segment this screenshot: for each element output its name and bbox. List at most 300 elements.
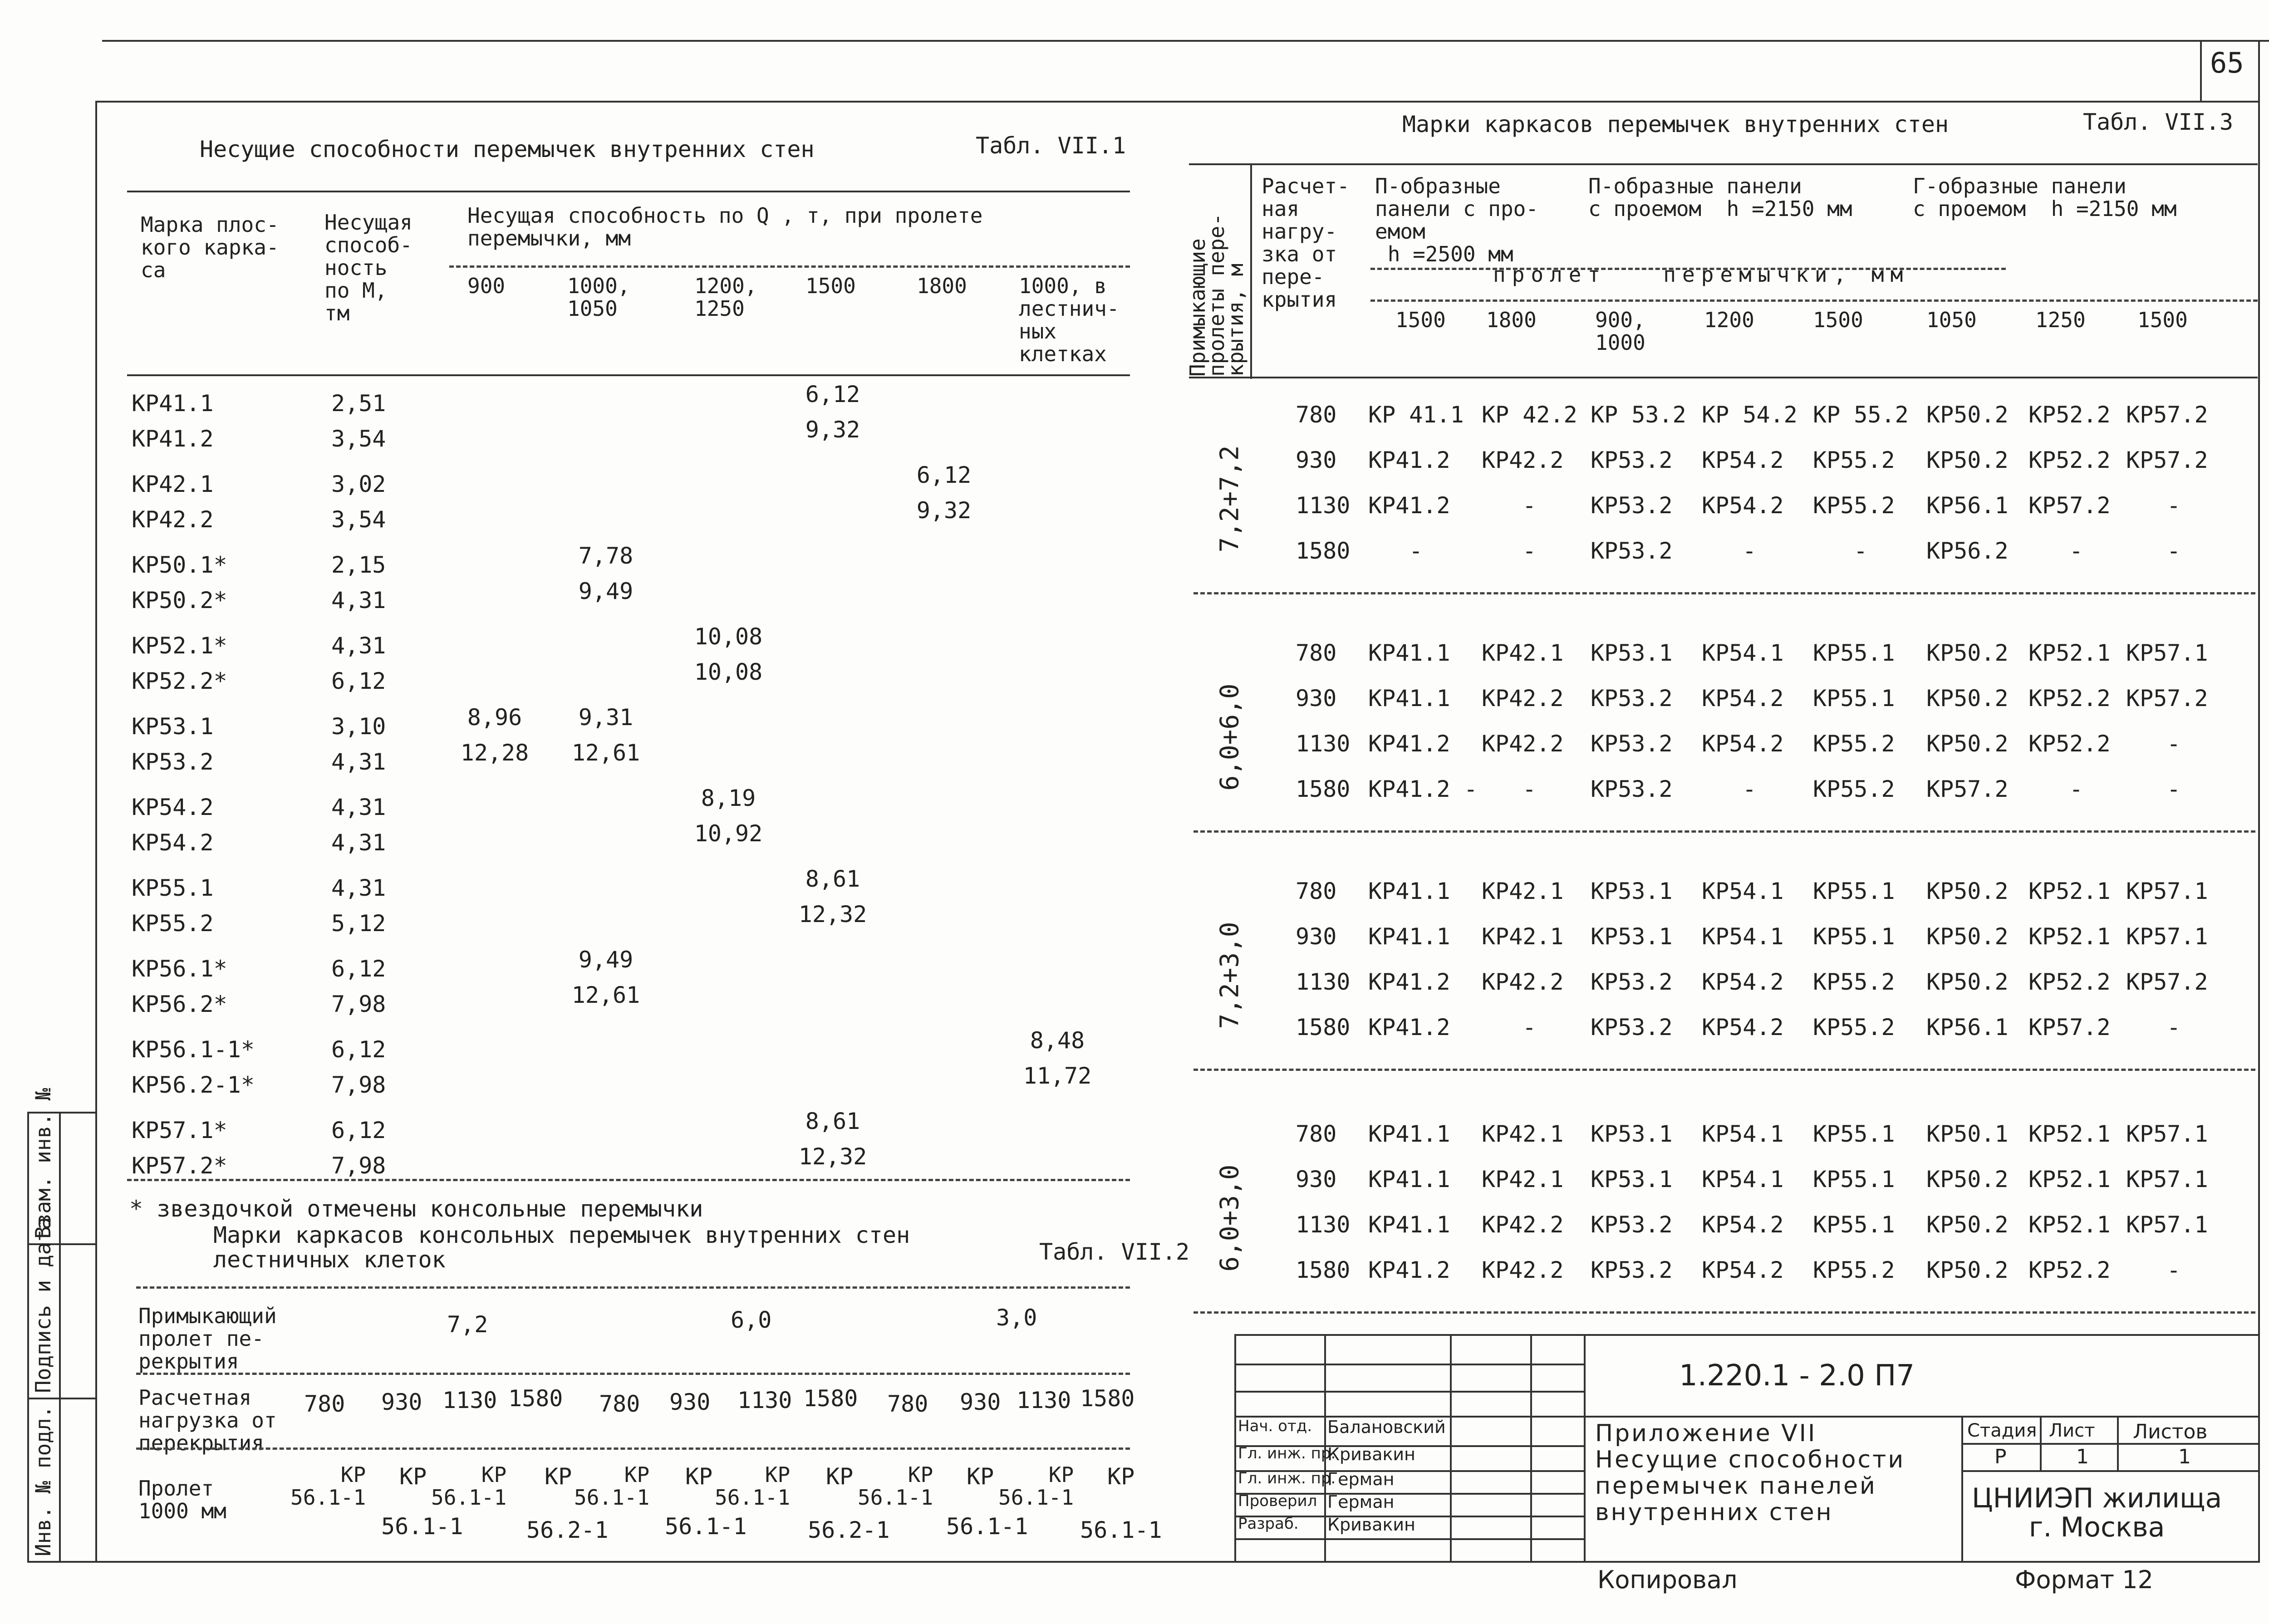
table2-caption: Марки каркасов консольных перемычек внутренних стен лестничных клеток [213,1222,910,1273]
table3-cell: КР52.1 [2028,1212,2111,1238]
table3-cell: КР41.2 [1368,1257,1450,1283]
table3-cell: - [1409,538,1423,564]
table3-cell: КР42.1 [1482,923,1564,950]
table1-label: Табл. VII.1 [976,132,1126,159]
stamp-sheets-header: Листов [2133,1420,2208,1443]
table3-cell: - [2167,492,2181,519]
table3-head-g3: Г-образные панели с проемом h =2150 мм [1913,174,2177,221]
table3-cell: КР50.1 [1926,1121,2009,1147]
table3-cell: КР56.2 [1926,538,2009,564]
table2-load: 780 [887,1391,928,1417]
table3-cell: КР53.2 [1591,731,1673,757]
table3-row-load: 1130 [1296,731,1351,757]
table3-span-head: 1500 [1395,308,1446,332]
table3-cell: КР41.2 [1368,492,1450,519]
table3-cell: КР55.2 [1813,731,1895,757]
table1-span-3: 1500 [805,274,856,298]
table3-head-sub: пролет перемычки, мм [1493,262,1910,287]
table3-cell: КР55.1 [1813,878,1895,904]
stamp-stage: Р [1994,1445,2007,1468]
table3-cell: КР53.1 [1591,923,1673,950]
table3-cell: КР57.1 [2126,640,2208,666]
table3-cell: КР53.1 [1591,1121,1673,1147]
table3-cell: КР54.2 [1702,447,1784,473]
table2-mark-bottom: 56.2-1 [526,1517,609,1543]
top-border-line [102,40,2269,42]
table1-span-0: 900 [467,274,506,298]
table3-cell: - [1522,1014,1537,1040]
table3-cell: КР50.2 [1926,878,2009,904]
table3-cell: КР53.2 [1591,492,1673,519]
table1-row-value: 8,61 [805,1108,860,1134]
table3-cell: КР55.1 [1813,1212,1895,1238]
table3-cell: - [1854,538,1868,564]
table3-cell: КР57.2 [2028,1014,2111,1040]
table3-group-separator [1193,1311,2255,1314]
table3-caption: Марки каркасов перемычек внутренних стен [1402,111,1949,137]
table1-row-moment: 5,12 [331,910,386,937]
table3-cell: КР52.1 [2028,640,2111,666]
table3-cell: КР53.2 [1591,969,1673,995]
table3-cell: КР55.1 [1813,685,1895,711]
table3-cell: КР57.1 [2126,1212,2208,1238]
table3-cell: КР42.2 [1482,1257,1564,1283]
table2-span-1: 6,0 [731,1307,772,1333]
table3-cell: КР55.1 [1813,1121,1895,1147]
table3-row-load: 780 [1296,402,1337,428]
table1-row-moment: 4,31 [331,875,386,901]
table1-span-1: 1000, 1050 [567,274,630,321]
table3-cell: КР54.2 [1702,685,1784,711]
table1-row-value: 10,08 [694,659,763,685]
table3-cell: КР52.1 [2028,923,2111,950]
table1-row-moment: 4,31 [331,749,386,775]
table3-group-span: 6,0+3,0 [1215,1164,1245,1272]
table3-cell: - [2167,1257,2181,1283]
table3-cell: - [1522,538,1537,564]
table3-cell: КР55.2 [1813,969,1895,995]
table3-cell: КР53.2 [1591,685,1673,711]
table1-note: * звездочкой отмечены консольные перемычки [129,1196,703,1222]
table2-mark-bottom: 56.1-1 [381,1513,463,1540]
table3-cell: КР57.2 [1926,776,2009,802]
table1-row-value: 8,96 [467,704,522,731]
table1-row-moment: 4,31 [331,587,386,613]
table2-mark-top: КР 56.1-1 [998,1462,1074,1510]
table3-cell: КР54.2 [1702,492,1784,519]
table3-row-load: 780 [1296,1121,1337,1147]
table2-mark-top: КР 56.1-1 [574,1462,650,1510]
table3-cell: КР52.2 [2028,731,2111,757]
table3-cell: КР56.1 [1926,492,2009,519]
table3-span-head: 1250 [2035,308,2086,332]
table3-group-separator [1193,830,2255,833]
table3-cell: КР57.2 [2126,969,2208,995]
table3-cell: КР42.1 [1482,1166,1564,1192]
strip-vzam-inv: Взам. инв. № [31,1088,55,1239]
table1-row-value: 6,12 [916,462,972,488]
table3-cell: КР57.1 [2126,923,2208,950]
table3-cell: КР52.2 [2028,402,2111,428]
frame-left [95,101,97,1563]
table1-row-value: 7,78 [578,543,634,569]
table2-kr-prefix: КР [545,1463,572,1490]
table2-load: 930 [960,1389,1001,1415]
stamp-copied: Копировал [1597,1565,1738,1594]
table3-cell: КР50.2 [1926,447,2009,473]
table2-load: 930 [669,1389,711,1415]
sheet-number: 65 [2210,46,2244,79]
table1-row-value: 6,12 [805,381,860,407]
stamp-name: Кривакин [1327,1444,1415,1464]
table3-cell: КР41.2 - [1368,776,1478,802]
table3-cell: КР57.2 [2126,402,2208,428]
table2-mark-top: КР 56.1-1 [715,1462,791,1510]
table3-cell: КР53.2 [1591,538,1673,564]
table1-row-mark: КР56.2-1* [132,1072,255,1098]
table3-cell: - [2167,731,2181,757]
table1-row-value: 12,28 [460,740,529,766]
table3-cell: КР54.1 [1702,640,1784,666]
table3-cell: КР50.2 [1926,1166,2009,1192]
stamp-sheets: 1 [2178,1445,2191,1468]
stamp-format: Формат 12 [2015,1565,2153,1594]
table1-row-value: 11,72 [1023,1063,1092,1089]
table3-cell: КР52.2 [2028,969,2111,995]
table1-row-moment: 6,12 [331,668,386,694]
table3-row-load: 780 [1296,878,1337,904]
table3-cell: КР53.1 [1591,640,1673,666]
frame-top [95,101,2260,103]
table2-load: 1130 [1017,1387,1071,1413]
table1-span-2: 1200, 1250 [694,274,757,321]
table3-row-load: 1130 [1296,1212,1351,1238]
table2-load: 930 [381,1389,422,1415]
table1-row-value: 9,49 [578,578,634,604]
table2-load: 1130 [442,1387,497,1413]
table3-cell: КР57.1 [2126,1121,2208,1147]
table3-row-load: 1580 [1296,1014,1351,1040]
table3-cell: КР41.1 [1368,1166,1450,1192]
table3-cell: КР54.2 [1702,731,1784,757]
table3-cell: - [2167,1014,2181,1040]
table3-cell: КР54.1 [1702,878,1784,904]
table3-group-separator [1193,592,2255,594]
table2-span-0: 7,2 [447,1311,488,1338]
table3-cell: КР42.2 [1482,731,1564,757]
table3-label: Табл. VII.3 [2083,109,2234,135]
table1-row-moment: 7,98 [331,1072,386,1098]
table1-row-mark: КР56.2* [132,991,227,1017]
table1-row-moment: 4,31 [331,794,386,820]
table3-cell: - [1522,776,1537,802]
table3-cell: КР55.2 [1813,447,1895,473]
table3-head-g2: П-образные панели с проемом h =2150 мм [1588,174,1852,221]
table1-row-mark: КР52.2* [132,668,227,694]
table3-cell: КР42.2 [1482,1212,1564,1238]
table3-cell: - [2069,538,2083,564]
table3-span-head: 1500 [2137,308,2188,332]
stamp-stage-header: Стадия [1967,1420,2037,1441]
table3-cell: КР54.1 [1702,1121,1784,1147]
table3-cell: КР53.2 [1591,447,1673,473]
table3-cell: КР54.2 [1702,1257,1784,1283]
table3-cell: КР41.2 [1368,969,1450,995]
table3-cell: КР50.2 [1926,640,2009,666]
table3-cell: КР57.1 [2126,878,2208,904]
table3-cell: КР41.2 [1368,447,1450,473]
table3-cell: КР42.1 [1482,640,1564,666]
stamp-role: Гл. инж. пр. [1238,1444,1336,1462]
table1-row-mark: КР55.2 [132,910,214,937]
table3-head-g1: П-образные панели с про- емом h =2500 мм [1375,174,1539,266]
table3-cell: КР53.2 [1591,1257,1673,1283]
table1-span-4: 1800 [917,274,967,298]
table1-row-mark: КР56.1-1* [132,1036,255,1063]
table3-span-head: 1800 [1486,308,1537,332]
strip-inv-podl: Инв. № подл. [31,1405,55,1556]
table2-load: 780 [304,1391,345,1417]
table1-row-value: 9,31 [578,704,634,731]
table1-row-mark: КР57.1* [132,1117,227,1143]
table2-kr-prefix: КР [685,1463,713,1490]
table1-row-value: 10,08 [694,623,763,650]
table3-cell: КР54.2 [1702,1014,1784,1040]
table3-cell: КР52.2 [2028,1257,2111,1283]
table1-row-mark: КР55.1 [132,875,214,901]
table3-cell: КР41.1 [1368,1212,1450,1238]
stamp-code: 1.220.1 - 2.0 П7 [1679,1359,1915,1393]
table3-cell: КР57.2 [2126,685,2208,711]
table3-cell: КР 55.2 [1813,402,1909,428]
table3-group-span: 7,2+3,0 [1215,922,1245,1029]
table3-span-head: 1050 [1926,308,1977,332]
stamp-name: Балановский [1327,1417,1446,1437]
table1-row-mark: КР57.2* [132,1153,227,1179]
table3-cell: - [2069,776,2083,802]
table3-cell: КР41.1 [1368,878,1450,904]
table3-cell: КР55.2 [1813,776,1895,802]
table3-row-load: 1130 [1296,492,1351,519]
table3-cell: КР41.2 [1368,1014,1450,1040]
table3-cell: КР54.1 [1702,923,1784,950]
table3-cell: КР41.1 [1368,640,1450,666]
stamp-name: Герман [1327,1492,1395,1512]
table3-cell: КР55.2 [1813,1257,1895,1283]
table2-row2-label: Расчетная нагрузка от перекрытия [138,1385,277,1455]
table3-head-span: Примыкающие пролеты пере- крытия, м [1185,213,1248,377]
table3-head-load: Расчет- ная нагру- зка от пере- крытия [1262,174,1350,312]
stamp-name: Кривакин [1327,1515,1415,1535]
table2-label: Табл. VII.2 [1039,1239,1190,1265]
table2-span-2: 3,0 [996,1305,1037,1331]
table2-row3-label: Пролет 1000 мм [138,1476,226,1523]
table3-row-load: 780 [1296,640,1337,666]
table1-row-moment: 3,54 [331,506,386,533]
table3-cell: КР57.2 [2126,447,2208,473]
table3-span-head: 1200 [1704,308,1754,332]
table3-cell: КР53.2 [1591,776,1673,802]
table1-row-mark: КР53.1 [132,713,214,740]
frame-bottom [27,1561,2260,1563]
table3-cell: КР 42.2 [1482,402,1577,428]
table3-cell: КР57.2 [2028,492,2111,519]
table2-mark-top: КР 56.1-1 [431,1462,507,1510]
table3-cell: КР53.2 [1591,1212,1673,1238]
table3-cell: КР55.2 [1813,1014,1895,1040]
table3-cell: КР53.2 [1591,1014,1673,1040]
table3-cell: КР50.2 [1926,1257,2009,1283]
page-number-box-left [2200,40,2202,101]
table3-cell: КР50.2 [1926,402,2009,428]
table2-load: 1580 [803,1385,858,1412]
table3-cell: КР52.2 [2028,447,2111,473]
table1-row-value: 8,48 [1030,1027,1085,1054]
table1-row-value: 12,32 [798,1143,867,1170]
table1-row-moment: 3,10 [331,713,386,740]
table3-cell: - [2167,538,2181,564]
table1-row-value: 12,61 [571,982,640,1008]
table2-load: 780 [599,1391,640,1417]
table2-mark-top: КР 56.1-1 [290,1462,366,1510]
table2-mark-bottom: 56.1-1 [665,1513,747,1540]
table3-cell: КР52.1 [2028,1166,2111,1192]
table3-cell: - [2167,776,2181,802]
table1-row-mark: КР50.2* [132,587,227,613]
table3-span-head: 1500 [1813,308,1863,332]
table3-cell: КР42.2 [1482,685,1564,711]
table1-row-moment: 7,98 [331,1153,386,1179]
table1-row-mark: КР53.2 [132,749,214,775]
table3-cell: КР55.1 [1813,640,1895,666]
table3-cell: КР42.2 [1482,969,1564,995]
table1-row-moment: 3,02 [331,471,386,497]
table1-row-moment: 2,15 [331,552,386,578]
table1-caption: Несущие способности перемычек внутренних стен [200,136,815,162]
table3-row-load: 930 [1296,923,1337,950]
table3-group-separator [1193,1069,2255,1071]
table3-cell: КР53.1 [1591,1166,1673,1192]
table3-cell: КР41.1 [1368,923,1450,950]
table3-row-load: 1580 [1296,776,1351,802]
table3-cell: КР52.1 [2028,1121,2111,1147]
table3-cell: КР55.2 [1813,492,1895,519]
table1-row-moment: 7,98 [331,991,386,1017]
table3-cell: КР42.1 [1482,1121,1564,1147]
table3-cell: - [1743,538,1757,564]
stamp-role: Нач. отд. [1238,1417,1312,1435]
table3-row-load: 930 [1296,447,1337,473]
table3-cell: КР41.2 [1368,731,1450,757]
table1-row-mark: КР56.1* [132,956,227,982]
table1-row-moment: 6,12 [331,956,386,982]
table1-head-mark: Марка плос- кого карка- са [141,212,279,282]
table3-cell: КР57.1 [2126,1166,2208,1192]
table3-cell: КР 54.2 [1702,402,1798,428]
table2-mark-bottom: 56.1-1 [946,1513,1028,1540]
table3-row-load: 1580 [1296,538,1351,564]
table1-row-mark: КР54.2 [132,829,214,856]
table3-cell: КР55.1 [1813,923,1895,950]
table3-row-load: 1130 [1296,969,1351,995]
table1-row-mark: КР41.2 [132,426,214,452]
table3-row-load: 1580 [1296,1257,1351,1283]
table2-load: 1580 [508,1385,563,1412]
table3-cell: КР41.1 [1368,685,1450,711]
table2-load: 1130 [737,1387,792,1413]
table1-row-mark: КР41.1 [132,390,214,417]
table2-kr-prefix: КР [826,1463,854,1490]
table3-row-load: 930 [1296,685,1337,711]
table1-row-mark: КР50.1* [132,552,227,578]
table3-cell: КР42.2 [1482,447,1564,473]
table2-kr-prefix: КР [967,1463,994,1490]
table3-cell: КР 53.2 [1591,402,1686,428]
table1-row-moment: 6,12 [331,1117,386,1143]
table3-cell: КР54.1 [1702,1166,1784,1192]
table3-group-span: 6,0+6,0 [1215,683,1245,791]
table1-row-moment: 2,51 [331,390,386,417]
stamp-name: Герман [1327,1469,1395,1489]
table3-cell: КР55.1 [1813,1166,1895,1192]
table1-row-value: 9,49 [578,947,634,973]
table1-row-moment: 6,12 [331,1036,386,1063]
stamp-sheet: 1 [2076,1445,2089,1468]
table3-cell: КР56.1 [1926,1014,2009,1040]
table1-row-moment: 4,31 [331,829,386,856]
table3-cell: КР52.2 [2028,685,2111,711]
table1-row-mark: КР42.2 [132,506,214,533]
table1-span-5: 1000, в лестнич- ных клетках [1019,274,1120,366]
table1-row-mark: КР52.1* [132,633,227,659]
table2-mark-top: КР 56.1-1 [858,1462,933,1510]
frame-right [2258,40,2260,1563]
table3-cell: КР50.2 [1926,685,2009,711]
table2-kr-prefix: КР [399,1463,427,1490]
table3-cell: КР42.1 [1482,878,1564,904]
strip-signature-date: Подпись и дата [31,1217,55,1393]
table3-row-load: 930 [1296,1166,1337,1192]
table1-row-value: 9,32 [916,497,972,524]
table1-row-value: 10,92 [694,820,763,847]
table3-cell: КР 41.1 [1368,402,1464,428]
table3-cell: - [1522,492,1537,519]
table1-row-value: 12,61 [571,740,640,766]
table1-row-value: 9,32 [805,417,860,443]
table1-row-mark: КР54.2 [132,794,214,820]
table3-span-head: 900, 1000 [1595,308,1645,355]
table2-load: 1580 [1080,1385,1135,1412]
table3-cell: КР54.2 [1702,969,1784,995]
table3-cell: - [1743,776,1757,802]
table1-row-moment: 4,31 [331,633,386,659]
table3-cell: КР50.2 [1926,969,2009,995]
table2-mark-bottom: 56.2-1 [808,1517,890,1543]
table1-row-mark: КР42.1 [132,471,214,497]
stamp-sheet-header: Лист [2049,1420,2095,1441]
table3-cell: КР50.2 [1926,923,2009,950]
table2-row1-label: Примыкающий пролет пе- рекрытия [138,1304,277,1374]
stamp-title: Приложение VII Несущие способности перемычек панелей внутренних стен [1595,1420,1906,1526]
stamp-role: Проверил [1238,1492,1317,1510]
table1-row-value: 8,61 [805,866,860,892]
table3-cell: КР41.1 [1368,1121,1450,1147]
table3-cell: КР50.2 [1926,1212,2009,1238]
stamp-role: Разраб. [1238,1515,1299,1533]
table3-cell: КР50.2 [1926,731,2009,757]
table1-row-moment: 3,54 [331,426,386,452]
table3-cell: КР52.1 [2028,878,2111,904]
